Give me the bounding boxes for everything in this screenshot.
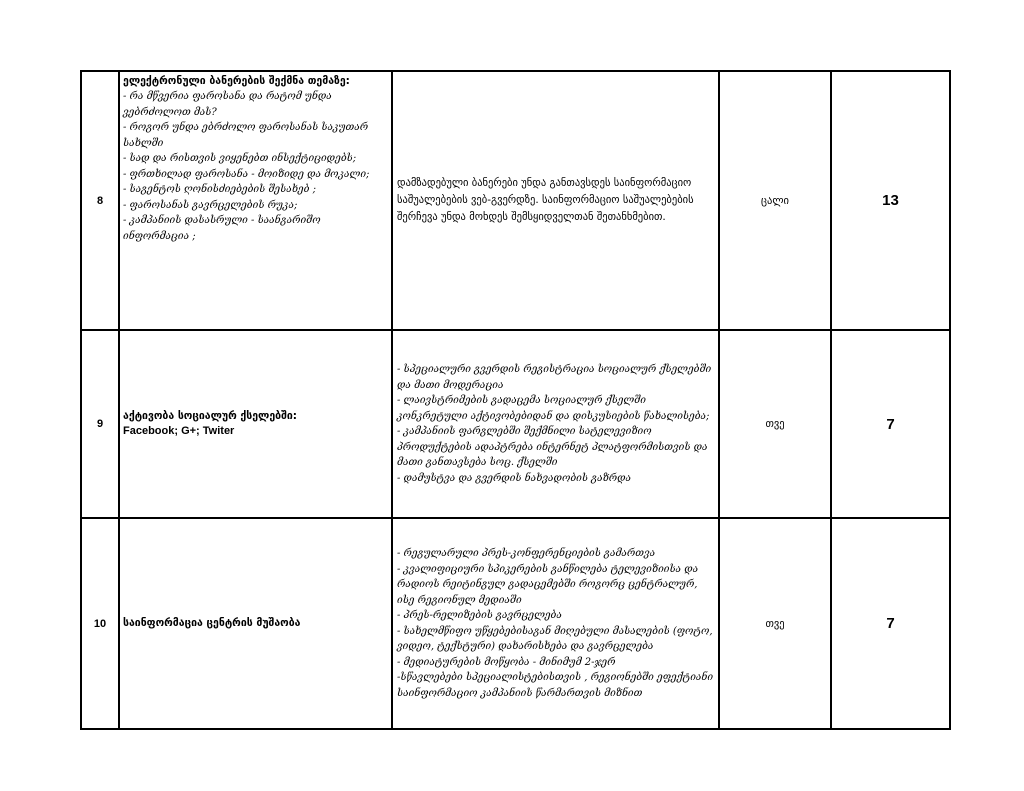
- description-list: [397, 362, 714, 486]
- table-row: [81, 518, 950, 729]
- topic-title: აქტივობა სოციალურ ქსელებში:: [123, 410, 297, 422]
- list-item: - კამპანიის ფარგლებში შექმნილი სატელევიზიო პროდუქტების ადაპტრება ინტერნეტ პლატფორმისთვის და მათი განთავსება სოც. ქსელში: [397, 426, 708, 468]
- topic-cell: [119, 518, 392, 729]
- list-item: - მედიატურების მოწყობა - მინიმუმ 2-ჯერ: [397, 656, 616, 668]
- description-cell: დამზადებული ბანერები უნდა განთავსდეს საინფორმაციო საშუალებების ვებ-გვერდზე. საინფორმაციო საშუალებების შერჩევა უნდა მოხდეს შემსყიდველთან შეთანხმებით.: [392, 71, 719, 330]
- list-item: - რეგულარული პრეს-კონფერენციების გამართვა: [397, 548, 656, 559]
- list-item: -სწავლებები სპეციალისტებისთვის , რეგიონებში ეფექტიანი საინფორმაციო კამპანიის წარმართვის მიზნით: [397, 672, 714, 699]
- description-cell: [392, 518, 719, 729]
- quantity-cell: 7: [831, 330, 950, 518]
- list-item: - დამუსტვა და გვერდის ნახვადობის გაზრდა: [397, 472, 632, 484]
- topic-list: [123, 89, 388, 244]
- unit-cell: თვე: [719, 330, 831, 518]
- row-number: 8: [81, 71, 119, 330]
- list-item: - სად და რისთვის ვიყენებთ ინსექტიციდებს;: [123, 153, 357, 164]
- list-item: - კვალიფიციური სპიკერების განწილება ტელევიზიისა და რადიოს რეიტინგულ გადაცემებში როგორც ცენტრალურ, ისე რეგიონულ მედიაში: [397, 563, 699, 606]
- topic-cell: [119, 330, 392, 518]
- row-number: 9: [81, 330, 119, 518]
- table-row: [81, 71, 950, 330]
- list-item: - სახელმწიფო უწყებებისაგან მიღებული მასალების (ფოტო, ვიდეო, ტექსტური) დახარისხება და გავრცელება: [397, 625, 713, 652]
- list-item: - როგორ უნდა ებრძოლო ფაროსანას საკუთარ სახლში: [123, 122, 369, 149]
- quantity-cell: 7: [831, 518, 950, 729]
- row-number: 10: [81, 518, 119, 729]
- unit-cell: თვე: [719, 518, 831, 729]
- list-item: - კამპანიის დასასრული - საანგარიშო ინფორმაცია ;: [123, 215, 321, 242]
- topic-cell: [119, 71, 392, 330]
- description-cell: [392, 330, 719, 518]
- list-item: - რა მწვერია ფაროსანა და რატომ უნდა ვებრძოლოთ მას?: [123, 91, 332, 118]
- list-item: - ლაივსტრიმების გადაცემა სოციალურ ქსელში კონკრეტული აქტივობებიდან და დისკუსიების წახალისება;: [397, 395, 710, 422]
- quantity-cell: 13: [831, 71, 950, 330]
- list-item: - საგენტოს ღონისძიებების შესახებ ;: [123, 184, 317, 195]
- list-item: - პრეს-რელიზების გავრცელება: [397, 610, 562, 621]
- table-row: [81, 330, 950, 518]
- topic-subtitle: Facebook; G+; Twiter: [123, 425, 235, 437]
- list-item: - სპეციალური გვერდის რეგისტრაცია სოციალურ ქსელებში და მათი მოდერაცია: [397, 364, 712, 391]
- description-list: [397, 546, 714, 701]
- list-item: - ფრთხილად ფაროსანა - მოიზიდე და მოკალი;: [123, 168, 370, 180]
- topic-title: ელექტრონული ბანერების შექმნა თემაზე:: [123, 75, 350, 87]
- list-item: - ფაროსანას გავრცელების რუკა;: [123, 199, 298, 211]
- activity-plan-table: [80, 70, 951, 730]
- topic-title: საინფორმაცია ცენტრის მუშაობა: [123, 617, 301, 629]
- unit-cell: ცალი: [719, 71, 831, 330]
